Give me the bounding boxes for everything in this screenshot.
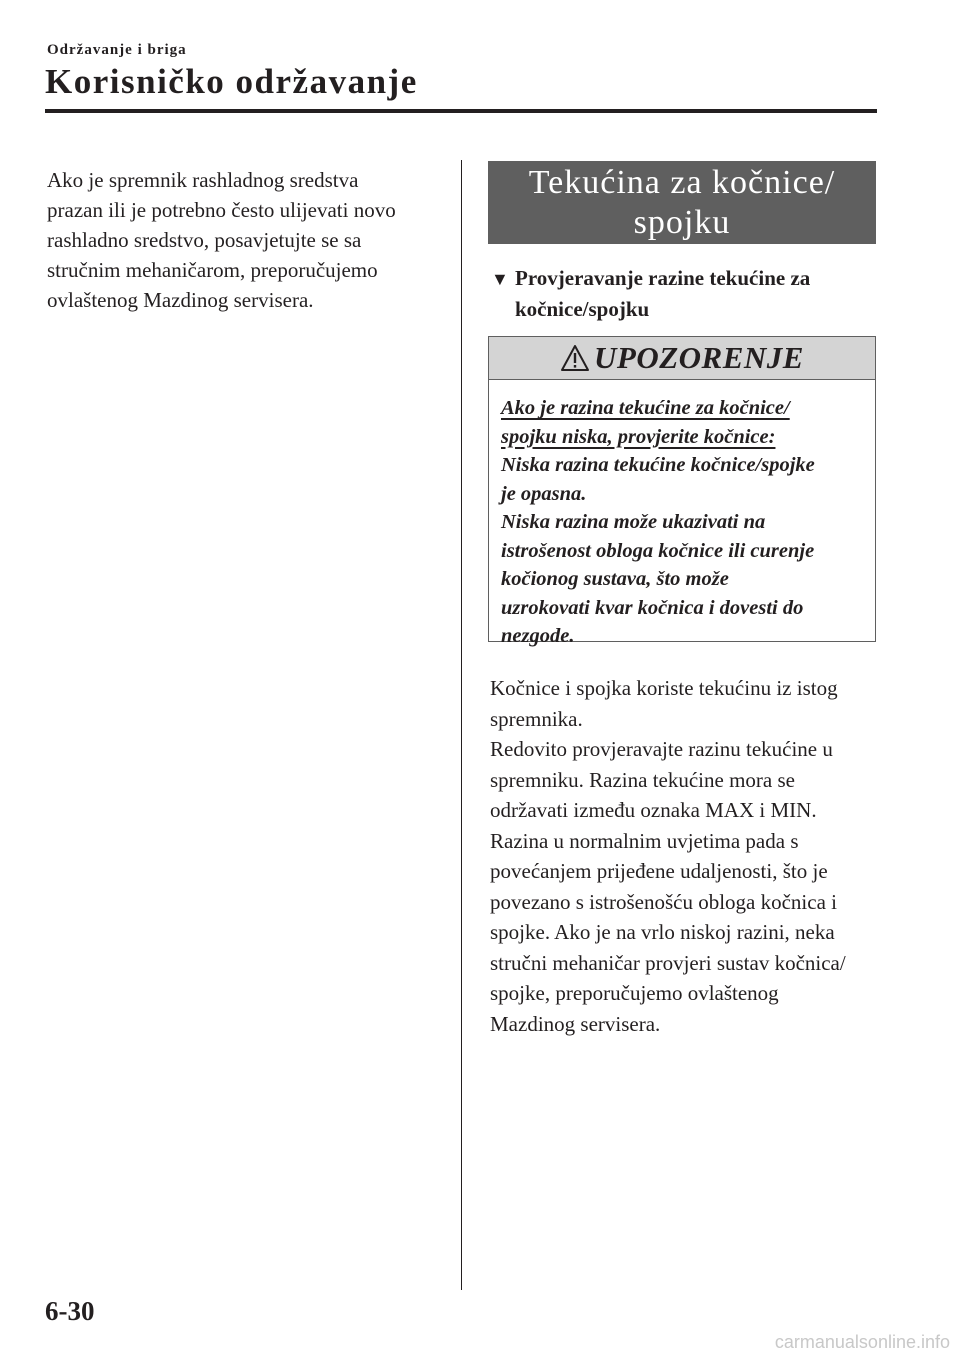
warning-line: kočionog sustava, što može xyxy=(501,568,729,590)
body-line: Kočnice i spojka koriste tekućinu iz istog xyxy=(490,676,838,700)
warning-header xyxy=(489,337,875,380)
body-line: spremnika. xyxy=(490,706,583,731)
body-line: povećanjem prijeđene udaljenosti, što je xyxy=(490,859,828,883)
body-line: spojke. Ako je na vrlo niskoj razini, neka xyxy=(490,920,835,944)
body-line: Redovito provjeravajte razinu tekućine u xyxy=(490,737,833,761)
body-line: spojke, preporučujemo ovlaštenog xyxy=(490,981,779,1005)
left-paragraph: Ako je spremnik rashladnog sredstva prazan ili je potrebno često ulijevati novo rashladno sredstvo, posavjetujte se sa stručnim mehaničarom, preporučujemo ovlaštenog Mazdinog servisera. xyxy=(47,168,396,312)
warning-line: istrošenost obloga kočnice ili curenje xyxy=(501,539,815,562)
right-body-text xyxy=(490,673,875,1039)
watermark: carmanualsonline.info xyxy=(774,1332,950,1352)
warning-underlined-line: spojku niska, provjerite kočnice: xyxy=(501,425,776,448)
column-divider xyxy=(461,160,462,1290)
body-line: stručni mehaničar provjeri sustav kočnica/ xyxy=(490,950,846,975)
title-divider xyxy=(45,109,877,113)
body-line: spremniku. Razina tekućine mora se xyxy=(490,767,795,792)
triangle-down-icon: ▼ xyxy=(491,269,509,289)
warning-triangle-icon xyxy=(560,344,590,372)
page-number: 6-30 xyxy=(45,1296,95,1326)
page-title: Korisničko održavanje xyxy=(45,62,418,101)
body-line: održavati između oznaka MAX i MIN. xyxy=(490,798,817,822)
subheading-line-2: kočnice/spojku xyxy=(515,297,650,321)
section-title: Tekućina za kočnice/ spojku xyxy=(488,161,876,244)
body-line: Razina u normalnim uvjetima pada s xyxy=(490,828,799,853)
warning-body xyxy=(489,380,875,651)
subheading xyxy=(491,263,871,324)
warning-line: uzrokovati kvar kočnica i dovesti do xyxy=(501,596,804,619)
body-line: Mazdinog servisera. xyxy=(490,1011,661,1036)
warning-box xyxy=(488,336,876,647)
warning-line: Niska razina tekućine kočnice/spojke xyxy=(501,454,815,476)
breadcrumb: Održavanje i briga xyxy=(47,42,187,58)
warning-underlined-line: Ako je razina tekućine za kočnice/ xyxy=(501,397,790,419)
warning-line: Niska razina može ukazivati na xyxy=(501,511,766,533)
warning-line: je opasna. xyxy=(501,482,587,505)
warning-line: nezgode. xyxy=(501,625,575,647)
warning-title: UPOZORENJE xyxy=(594,340,804,375)
subheading-line-1: Provjeravanje razine tekućine za xyxy=(515,266,811,290)
body-line: povezano s istrošenošću obloga kočnica i xyxy=(490,889,837,914)
